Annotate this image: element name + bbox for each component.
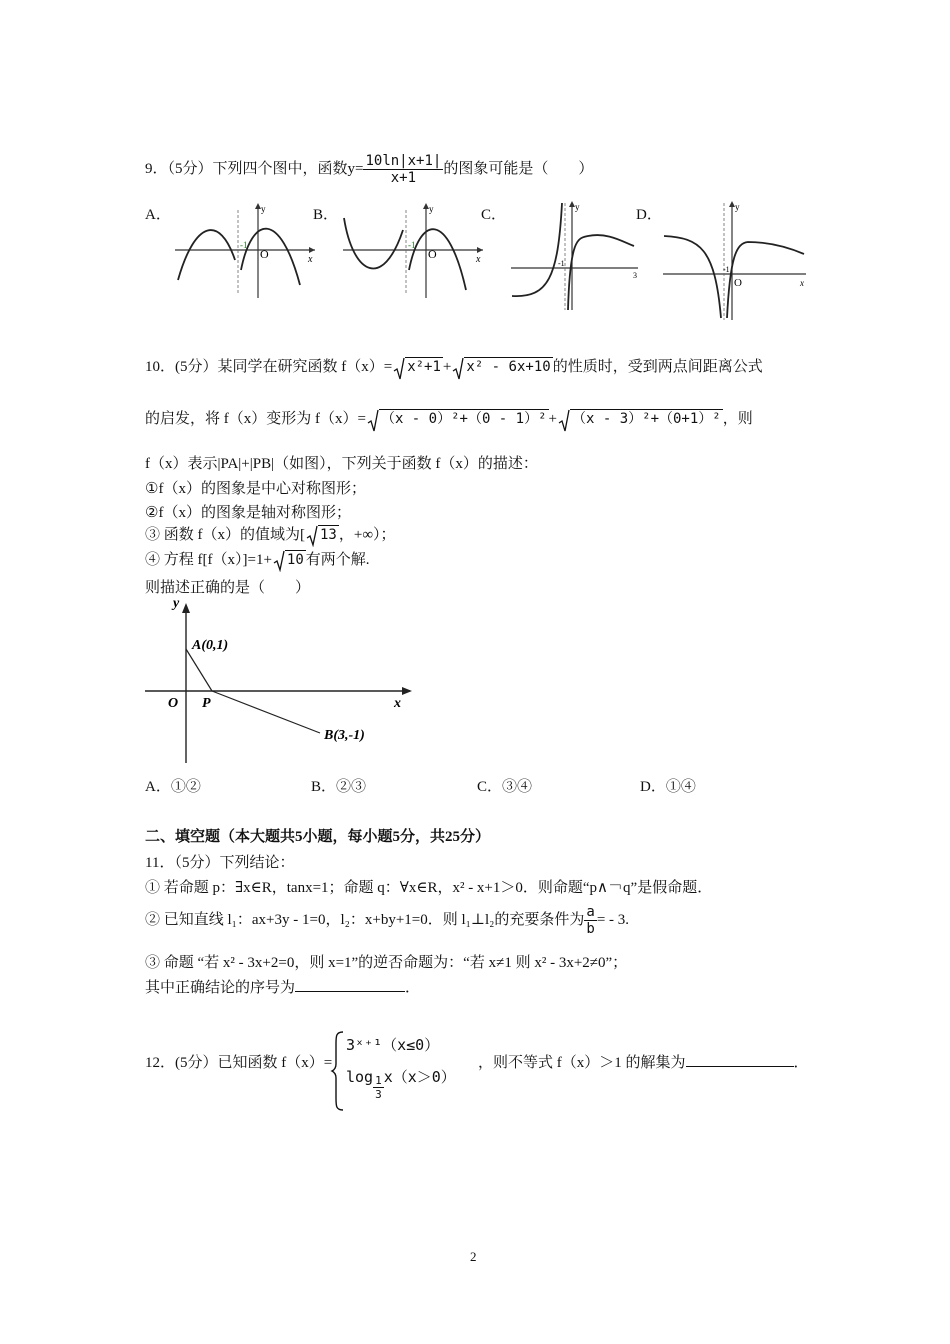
q10-item-3-radical	[306, 525, 339, 544]
q11-answer-prompt: 其中正确结论的序号为	[145, 980, 296, 996]
q11-fraction-numerator: a	[586, 904, 595, 920]
q10-figure-origin-label: O	[168, 696, 179, 711]
q9-graph-c-three: 3	[633, 271, 637, 280]
q10-item-3-suffix: ，+∞）；	[338, 527, 396, 543]
q10-option-b: B．②③	[311, 779, 367, 795]
q12-case-2-base	[373, 1074, 384, 1101]
q12-brace	[330, 1030, 346, 1112]
q10-line3: f（x）表示|PA|+|PB|（如图），下列关于函数 f（x）的描述：	[145, 456, 538, 472]
q9-graph-b-minus-one: -1	[408, 240, 416, 250]
q12-case-2-base-denominator: 3	[375, 1088, 382, 1101]
q11-statement-2	[145, 904, 629, 937]
q10-item-4-radical	[273, 550, 306, 569]
q12-suffix: ，则不等式 f（x）＞1 的解集为	[478, 1055, 686, 1071]
q9-graph-c-left-branch	[512, 203, 562, 296]
q10-item-3	[145, 523, 396, 544]
q9-graph-a-origin: O	[260, 247, 269, 261]
q10-figure-segment-pb	[212, 691, 320, 733]
q12-case-1: 3ˣ⁺¹（x≤0）	[346, 1036, 440, 1054]
q10-line2-suffix: ，则	[722, 411, 753, 427]
q10-figure-y-label: y	[173, 596, 180, 611]
q10-radical-3-content: （x - 0）²+（0 - 1）²	[380, 411, 547, 427]
q9-graph-d-minus-one: -1	[723, 265, 730, 274]
q9-option-b-label: B．	[313, 207, 339, 223]
q9-graph-d-left-branch	[664, 236, 721, 318]
q10-radical-1	[393, 357, 443, 376]
q11-title: 11．（5分）下列结论：	[145, 855, 295, 871]
q10-option-a: A．①②	[145, 779, 201, 795]
q11-answer-blank[interactable]	[295, 977, 405, 992]
q10-item-3-prefix: ③ 函数 f（x）的值域为[	[145, 527, 305, 543]
q9-graph-a-minus-one: -1	[240, 240, 248, 250]
q11-statement-1: ① 若命题 p：∃x∈R，tanx=1；命题 q：∀x∈R，x² - x+1＞0．则命题“p∧￢q”是假命题．	[145, 880, 713, 896]
q9-graph-d-y-label: y	[735, 202, 740, 212]
q10-item-4-radical-content: 10	[286, 552, 304, 568]
q10-radical-4	[558, 409, 723, 428]
q9-graph-c-right-branch	[568, 235, 634, 310]
q10-line2	[145, 407, 753, 428]
q9-prefix: 9．（5分）下列四个图中，函数y=	[145, 160, 364, 177]
q10-radical-3	[367, 409, 549, 428]
q10-item-2: ②f（x）的图象是轴对称图形；	[145, 505, 351, 521]
q9-graph-b-left-branch	[344, 218, 403, 268]
q9-suffix: 的图象可能是（ ）	[443, 160, 594, 177]
q10-radical-4-content: （x - 3）²+（0+1）²	[572, 411, 721, 427]
q10-item-4-suffix: 有两个解.	[305, 552, 370, 568]
q10-figure-point-b-label: B(3,-1)	[324, 728, 365, 743]
q10-option-c: C．③④	[477, 779, 533, 795]
q9-graph-a	[170, 200, 320, 300]
q10-item-4	[145, 548, 370, 569]
q9-option-c-label: C．	[481, 207, 507, 223]
q10-ask: 则描述正确的是（ ）	[145, 580, 311, 596]
q9-option-d-label: D．	[636, 207, 662, 223]
q10-figure-x-label: x	[394, 696, 401, 711]
q11-statement-2-fraction	[584, 904, 596, 937]
q12-case-2-log: log	[346, 1068, 374, 1086]
q12-answer-blank[interactable]	[686, 1052, 794, 1067]
q9-fraction-numerator: 10ln|x+1|	[365, 153, 442, 169]
page-number: 2	[470, 1249, 477, 1264]
q10-item-4-prefix: ④ 方程 f[f（x）]=1+	[145, 552, 272, 568]
q9-graph-a-right-branch	[241, 229, 300, 285]
q11-statement-2-prefix: ② 已知直线 l₁：ax+3y - 1=0，l₂：x+by+1=0．则 l₁⊥l₂的充要条件为	[145, 911, 585, 928]
q9-graph-c	[508, 198, 643, 313]
q9-graph-b	[338, 200, 488, 300]
q10-figure	[140, 593, 420, 768]
q10-radical-2-content: x² - 6x+10	[466, 359, 551, 375]
q9-graph-b-origin: O	[428, 247, 437, 261]
q11-fraction-denominator: b	[586, 921, 595, 937]
q9-fraction	[363, 153, 443, 186]
q12-prefix: 12．(5分）已知函数 f（x）=	[145, 1055, 333, 1071]
q10-figure-point-p-label: P	[202, 696, 211, 711]
q11-statement-2-suffix: = - 3.	[596, 911, 630, 928]
q12-case-2	[346, 1066, 456, 1101]
q10-line1-prefix: 10．(5分）某同学在研究函数 f（x）=	[145, 359, 393, 375]
q9-graph-c-minus-one: -1	[558, 259, 565, 268]
q12-answer-end: ．	[793, 1055, 809, 1071]
q10-plus-2: +	[548, 411, 557, 427]
q9-option-a-label: A．	[145, 207, 171, 223]
q9-graph-d-x-label: x	[800, 278, 804, 288]
q9-graph-b-y-label: y	[429, 204, 434, 214]
q10-line1-suffix: 的性质时，受到两点间距离公式	[552, 359, 763, 375]
q10-plus-1: +	[442, 359, 452, 375]
q9-graph-d-origin: O	[734, 277, 742, 289]
q12-case-2-rest: x（x＞0）	[383, 1068, 456, 1086]
q11-statement-3: ③ 命题 “若 x² - 3x+2=0，则 x=1”的逆否命题为：“若 x≠1 则 x² - 3x+2≠0”；	[145, 955, 628, 971]
q10-line1	[145, 355, 763, 376]
q10-figure-segment-pa	[186, 649, 212, 691]
q10-item-3-radical-content: 13	[320, 527, 337, 543]
q9-stem	[145, 153, 593, 186]
q9-graph-a-y-label: y	[261, 204, 266, 214]
q9-graph-c-y-label: y	[575, 202, 580, 212]
q9-graph-d	[660, 198, 808, 323]
q9-fraction-denominator: x+1	[390, 170, 417, 186]
q10-line2-prefix: 的启发，将 f（x）变形为 f（x）=	[145, 411, 366, 427]
q11-answer-line	[145, 976, 420, 997]
q12-suffix-line	[478, 1051, 809, 1072]
q9-graph-a-left-branch	[178, 230, 235, 280]
q11-answer-end: ．	[405, 980, 421, 996]
q12-case-2-base-numerator: 1	[375, 1074, 382, 1087]
q10-option-d: D．①④	[640, 779, 696, 795]
q10-item-1: ①f（x）的图象是中心对称图形；	[145, 481, 366, 497]
section-2-heading: 二、填空题（本大题共5小题，每小题5分，共25分）	[145, 829, 491, 845]
q10-figure-point-a-label: A(0,1)	[192, 638, 229, 653]
q10-radical-1-content: x²+1	[407, 359, 441, 375]
q9-graph-b-right-branch	[409, 229, 466, 290]
q9-graph-b-x-label: x	[476, 254, 481, 265]
q10-radical-2	[452, 357, 552, 376]
q9-graph-a-x-label: x	[308, 254, 313, 265]
